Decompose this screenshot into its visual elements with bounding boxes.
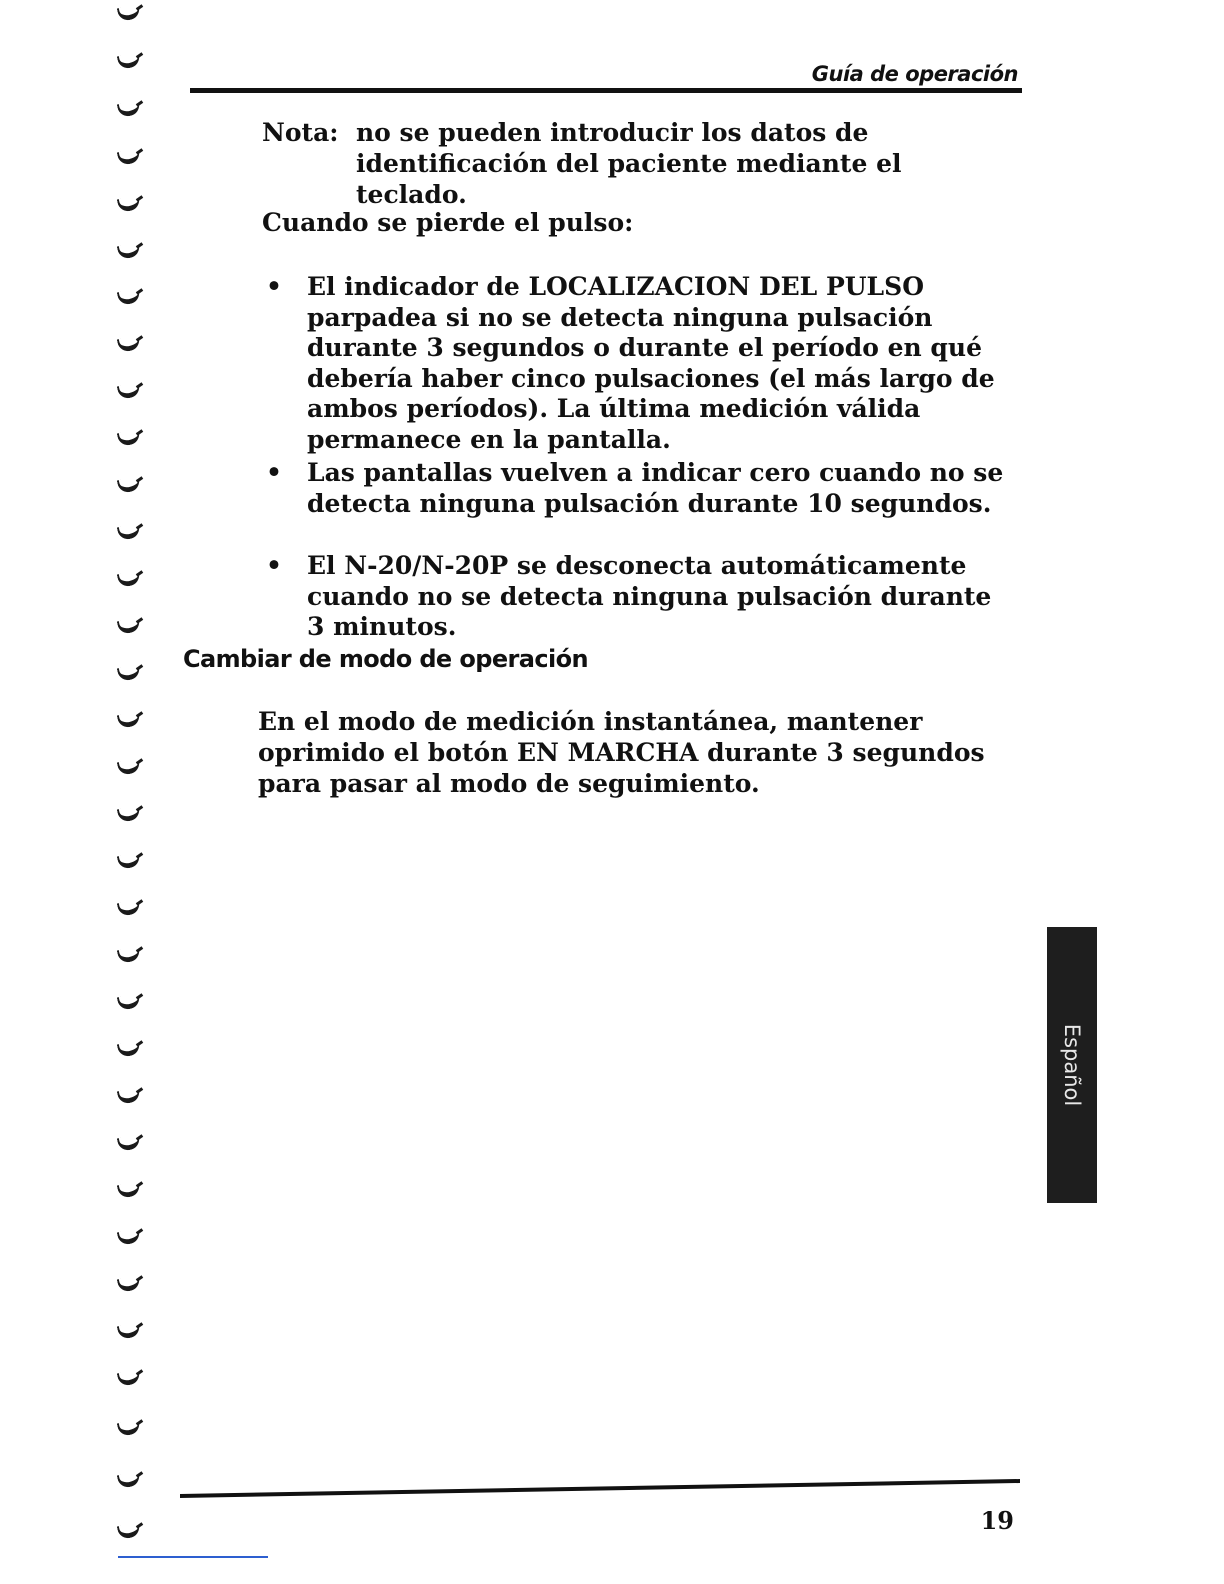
binding-ring-icon: [118, 1042, 144, 1056]
list-item-text: Las pantallas vuelven a indicar cero cuando no se detecta ninguna pulsación durante 10 segundos.: [307, 458, 1004, 518]
spiral-binding: [112, 0, 152, 1584]
running-header: Guía de operación: [811, 62, 1018, 86]
language-tab-label: Español: [1060, 1023, 1084, 1107]
binding-ring-icon: [118, 1524, 144, 1538]
bullet-icon: •: [266, 551, 282, 580]
binding-ring-icon: [118, 1136, 144, 1150]
binding-ring-icon: [118, 995, 144, 1009]
binding-ring-icon: [118, 337, 144, 351]
pulse-loss-lead: Cuando se pierde el pulso:: [262, 208, 634, 237]
binding-ring-icon: [118, 901, 144, 915]
binding-ring-icon: [118, 197, 144, 211]
note-text: no se pueden introducir los datos de identificación del paciente mediante el teclado.: [356, 118, 902, 209]
section-heading: Cambiar de modo de operación: [183, 645, 588, 673]
section-body: En el modo de medición instantánea, mantener oprimido el botón EN MARCHA durante 3 segundos para pasar al modo de seguimiento.: [258, 707, 985, 798]
binding-ring-icon: [118, 666, 144, 680]
scan-edge-line: [118, 1556, 268, 1558]
binding-ring-icon: [118, 713, 144, 727]
binding-ring-icon: [118, 1089, 144, 1103]
binding-ring-icon: [118, 525, 144, 539]
binding-ring-icon: [118, 1473, 144, 1487]
footer-rule-line: [180, 1479, 1020, 1498]
binding-ring-icon: [118, 290, 144, 304]
list-item-text: El N-20/N-20P se desconecta automáticamente cuando no se detecta ninguna pulsación durante 3 minutos.: [307, 551, 992, 641]
binding-ring-icon: [118, 1277, 144, 1291]
page-number: 19: [980, 1506, 1014, 1535]
binding-ring-icon: [118, 854, 144, 868]
language-tab: [1047, 927, 1097, 1203]
binding-ring-icon: [118, 1421, 144, 1435]
binding-ring-icon: [118, 1183, 144, 1197]
list-item-text: El indicador de LOCALIZACION DEL PULSO parpadea si no se detecta ninguna pulsación durante 3 segundos o durante el período en qué debería haber cinco pulsaciones (el más largo de ambos períodos). La última medición válida permanece en la pantalla.: [307, 272, 995, 454]
binding-ring-icon: [118, 54, 144, 68]
note-label: Nota:: [262, 118, 339, 147]
binding-ring-icon: [118, 6, 144, 20]
binding-ring-icon: [118, 572, 144, 586]
binding-ring-icon: [118, 619, 144, 633]
binding-ring-icon: [118, 948, 144, 962]
binding-ring-icon: [118, 1371, 144, 1385]
bullet-icon: •: [266, 458, 282, 487]
binding-ring-icon: [118, 150, 144, 164]
footer-rule: [180, 1478, 1020, 1500]
binding-ring-icon: [118, 478, 144, 492]
binding-ring-icon: [118, 1230, 144, 1244]
header-rule: [190, 88, 1022, 93]
binding-ring-icon: [118, 244, 144, 258]
binding-ring-icon: [118, 1324, 144, 1338]
binding-ring-icon: [118, 807, 144, 821]
binding-ring-icon: [118, 760, 144, 774]
binding-ring-icon: [118, 102, 144, 116]
bullet-icon: •: [266, 272, 282, 301]
binding-ring-icon: [118, 384, 144, 398]
binding-ring-icon: [118, 431, 144, 445]
